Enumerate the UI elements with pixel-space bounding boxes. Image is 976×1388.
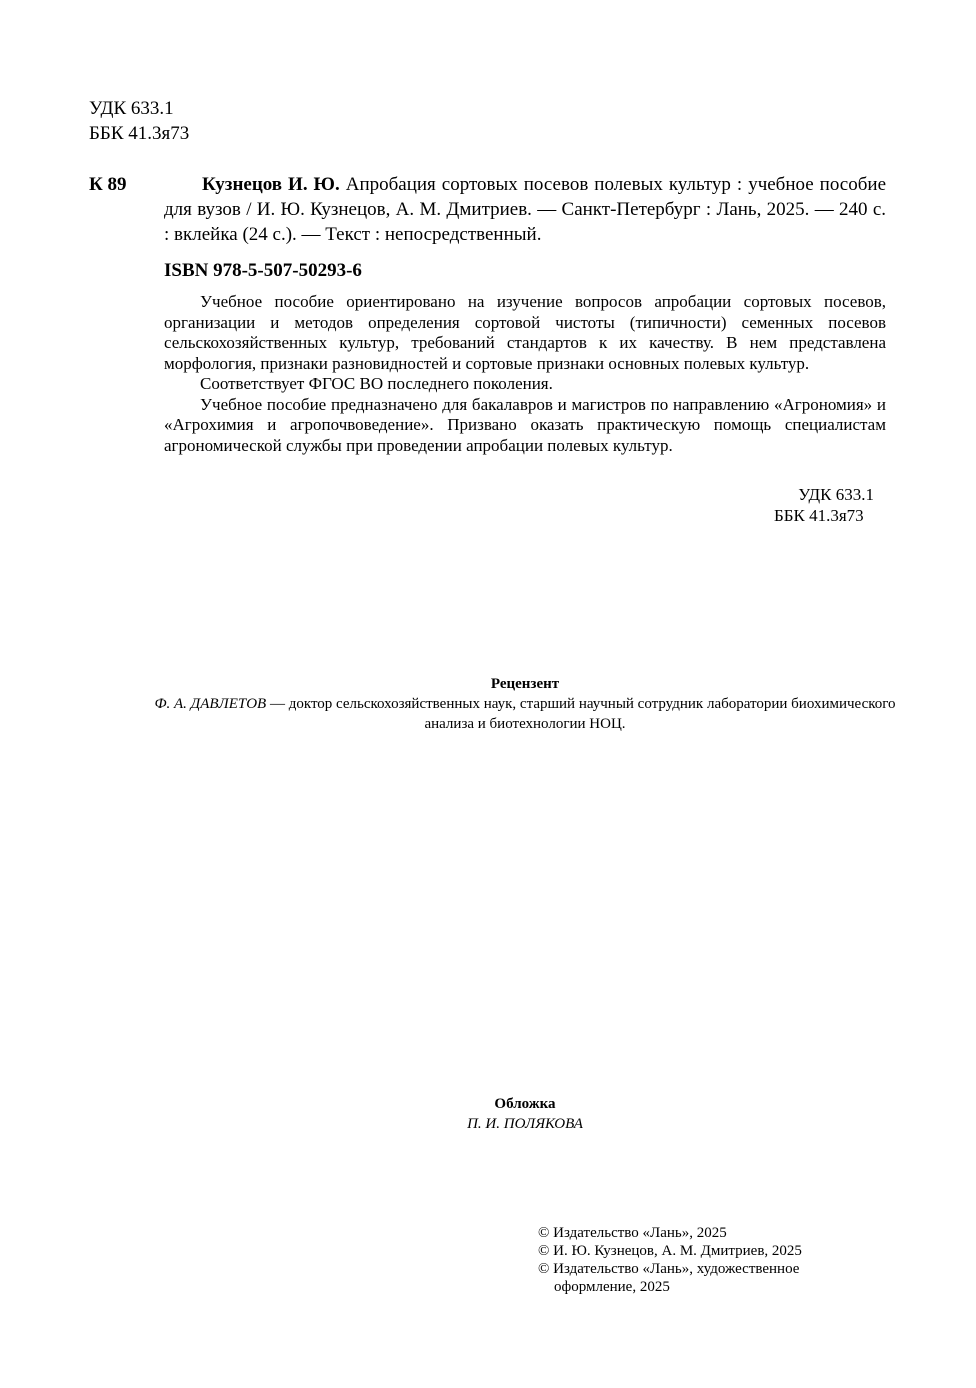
copyright-line: © Издательство «Лань», 2025 xyxy=(538,1225,727,1241)
author-name: Кузнецов И. Ю. xyxy=(202,174,340,195)
udk-code-right: УДК 633.1 xyxy=(798,485,874,504)
bbk-code: ББК 41.3я73 xyxy=(89,123,190,144)
reviewer-heading: Рецензент xyxy=(490,676,560,692)
copyright-line: © И. Ю. Кузнецов, А. М. Дмитриев, 2025 xyxy=(538,1243,802,1259)
annotation xyxy=(164,292,886,456)
annotation-paragraph-1: Учебное пособие ориентировано на изучение вопросов апробации сортовых посевов, организации и методов определения сортовой чистоты (типичности) семенных посевов сельскохозяйственных культур, требований стандартов к их качеству. В нем представлена морфология, признаки разновидностей и сортовые признаки основных полевых культур. xyxy=(164,292,886,373)
udk-bbk-header xyxy=(89,96,189,146)
isbn: ISBN 978-5-507-50293-6 xyxy=(164,260,362,281)
annotation-paragraph-3: Учебное пособие предназначено для бакалавров и магистров по направлению «Агрономия» и «Агрохимия и агропочвоведение». Призвано оказать практическую помощь специалистам агрономической службы при проведении апробации полевых культур. xyxy=(164,394,886,455)
reviewer-block xyxy=(140,674,910,734)
annotation-paragraph-2: Соответствует ФГОС ВО последнего поколения. xyxy=(200,374,553,393)
copyright-block xyxy=(538,1224,848,1296)
bbk-code-right: ББК 41.3я73 xyxy=(774,506,864,525)
copyright-line: © Издательство «Лань», художественное оформление, 2025 xyxy=(538,1261,800,1295)
cover-heading: Обложка xyxy=(494,1096,556,1112)
reviewer-description: — доктор сельскохозяйственных наук, старший научный сотрудник лаборатории биохимического анализа и биотехнологии НОЦ. xyxy=(266,696,896,732)
reviewer-text xyxy=(140,694,910,734)
cover-credit xyxy=(400,1094,650,1134)
bibliographic-entry xyxy=(164,172,886,247)
reviewer-name: Ф. А. ДАВЛЕТОВ xyxy=(154,696,267,712)
udk-code: УДК 633.1 xyxy=(89,98,174,119)
cover-designer: П. И. ПОЛЯКОВА xyxy=(467,1116,583,1132)
author-mark: К 89 xyxy=(89,174,127,195)
bibliographic-description: Апробация сортовых посевов полевых культур : учебное пособие для вузов / И. Ю. Кузнецов, А. М. Дмитриев. — Санкт-Петербург : Лань, 2025. — 240 с. : вклейка (24 с.). — Текст : непосредственный. xyxy=(164,174,887,245)
classification-block xyxy=(774,484,874,526)
